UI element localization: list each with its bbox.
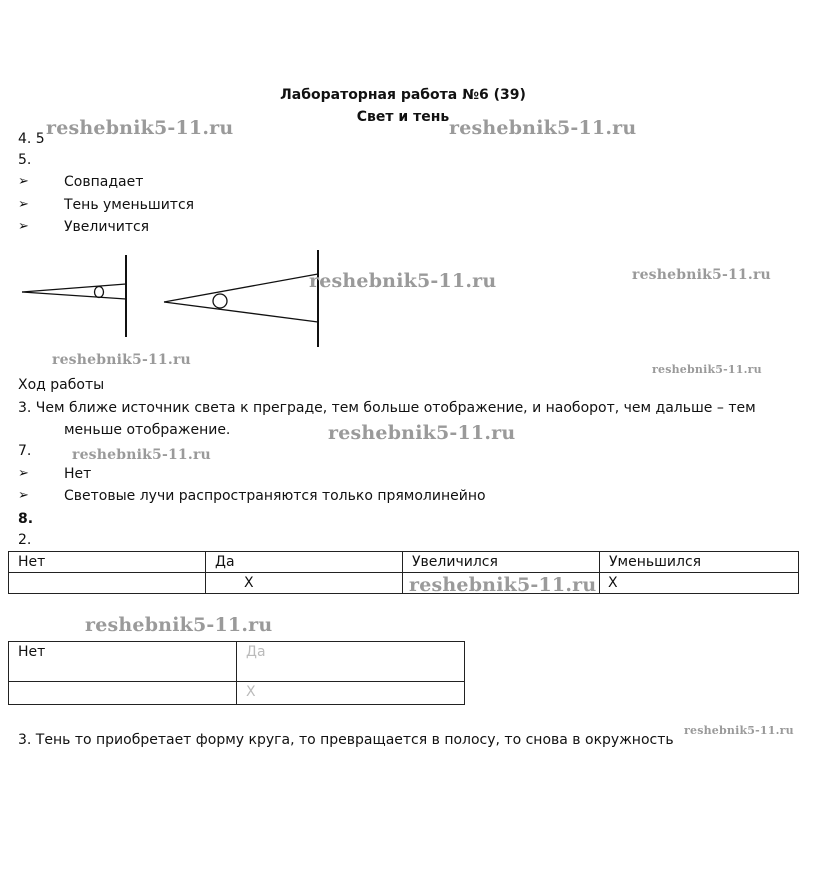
- table-row: [9, 552, 799, 573]
- answer-final: 3. Тень то приобретает форму круга, то превращается в полосу, то снова в окружность: [18, 732, 674, 748]
- ray-line: [164, 302, 318, 322]
- table-header-cell: Нет: [9, 552, 206, 573]
- table-header-cell: Уменьшился: [600, 552, 799, 573]
- results-table-1: [8, 551, 799, 594]
- list-item: Световые лучи распространяются только прямолинейно: [64, 488, 486, 504]
- section-heading: Ход работы: [18, 377, 105, 393]
- table-row: [9, 642, 465, 682]
- watermark-logo: reshebnik5-11.ru: [52, 352, 191, 368]
- bullet-arrow-icon: ➢: [18, 488, 29, 503]
- watermark-logo: reshebnik5-11.ru: [328, 422, 516, 444]
- answer-q7: 7.: [18, 443, 32, 459]
- watermark-logo: reshebnik5-11.ru: [309, 270, 497, 292]
- watermark-logo: reshebnik5-11.ru: [46, 117, 234, 139]
- table-row: [9, 573, 799, 594]
- table-cell: [9, 573, 206, 594]
- watermark-logo: reshebnik5-11.ru: [449, 117, 637, 139]
- answer-q3-continued: меньше отображение.: [64, 422, 231, 438]
- watermark-logo: reshebnik5-11.ru: [409, 574, 597, 596]
- ray-line: [164, 274, 318, 302]
- small-cone-diagram: [22, 255, 126, 337]
- watermark-logo: reshebnik5-11.ru: [632, 267, 771, 283]
- bullet-arrow-icon: ➢: [18, 219, 29, 234]
- answer-q3: 3. Чем ближе источник света к преграде, тем больше отображение, и наоборот, чем дальше – тем: [18, 400, 756, 416]
- watermark-logo: reshebnik5-11.ru: [72, 447, 211, 463]
- object-circle: [213, 294, 227, 308]
- table-cell: Х: [206, 573, 403, 594]
- ray-line: [22, 292, 126, 299]
- list-item: Совпадает: [64, 174, 144, 190]
- watermark-logo: reshebnik5-11.ru: [85, 614, 273, 636]
- table-header-cell: Да: [206, 552, 403, 573]
- watermark-logo: reshebnik5-11.ru: [684, 724, 794, 737]
- table-header-cell: Да: [237, 642, 465, 682]
- table-header-cell: Увеличился: [403, 552, 600, 573]
- answer-q5: 5.: [18, 152, 32, 168]
- table-row: [9, 682, 465, 705]
- page-title: Лабораторная работа №6 (39): [280, 87, 526, 103]
- list-item: Увеличится: [64, 219, 150, 235]
- list-item: Нет: [64, 466, 92, 482]
- table-cell: Х: [600, 573, 799, 594]
- object-circle: [95, 287, 104, 298]
- answer-q8: 8.: [18, 511, 34, 527]
- watermark-logo: reshebnik5-11.ru: [652, 363, 762, 376]
- large-cone-diagram: [164, 250, 318, 347]
- answer-q2: 2.: [18, 532, 32, 548]
- bullet-arrow-icon: ➢: [18, 466, 29, 481]
- table-header-cell: Нет: [9, 642, 237, 682]
- results-table-2: [8, 641, 465, 705]
- ray-line: [22, 284, 126, 292]
- list-item: Тень уменьшится: [64, 197, 195, 213]
- table-cell: [9, 682, 237, 705]
- bullet-arrow-icon: ➢: [18, 174, 29, 189]
- answer-q4: 4. 5: [18, 131, 45, 147]
- table-cell: Х: [237, 682, 465, 705]
- bullet-arrow-icon: ➢: [18, 197, 29, 212]
- page-subtitle: Свет и тень: [356, 109, 450, 125]
